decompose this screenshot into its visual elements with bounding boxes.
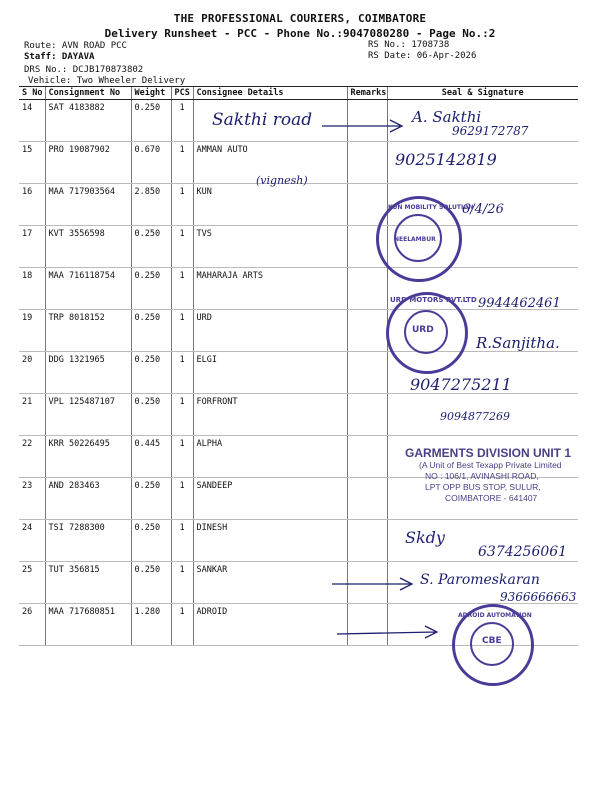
cell-pcs: 1: [171, 562, 193, 604]
cell-consignee: FORFRONT: [193, 394, 347, 436]
col-weight: Weight: [131, 87, 171, 100]
cell-weight: 0.250: [131, 520, 171, 562]
cell-consignment: MAA 717903564: [45, 184, 131, 226]
handwritten-phone: 9629172787: [452, 124, 529, 138]
cell-consignment: AND 283463: [45, 478, 131, 520]
runsheet-meta-left: [24, 41, 185, 87]
staff-label: Staff: DAYAVA: [24, 52, 95, 62]
table-header-row: [19, 87, 578, 100]
cell-pcs: 1: [171, 436, 193, 478]
cell-weight: 0.250: [131, 268, 171, 310]
seal-logo: URD: [412, 325, 434, 335]
handwritten-signature: R.Sanjitha.: [476, 334, 560, 352]
cell-consignee: SANKAR: [193, 562, 347, 604]
col-seal-signature: Seal & Signature: [387, 87, 578, 100]
cell-consignment: KRR 50226495: [45, 436, 131, 478]
cell-sno: 22: [19, 436, 45, 478]
cell-weight: 0.250: [131, 226, 171, 268]
cell-sno: 18: [19, 268, 45, 310]
garments-stamp: [405, 446, 571, 504]
handwritten-phone: 9025142819: [395, 150, 497, 169]
cell-remarks: [347, 310, 387, 352]
cell-consignee: ADROID: [193, 604, 347, 646]
cell-consignment: DDG 1321965: [45, 352, 131, 394]
cell-pcs: 1: [171, 604, 193, 646]
stamp-line: NO : 106/1, AVINASHI ROAD,: [425, 471, 539, 481]
rs-date: RS Date: 06-Apr-2026: [368, 51, 477, 61]
stamp-line: (A Unit of Best Texapp Private Limited: [419, 460, 562, 470]
cell-consignment: MAA 717680851: [45, 604, 131, 646]
rs-number: RS No.: 1708738: [368, 40, 450, 50]
cell-consignment: PRO 19087902: [45, 142, 131, 184]
stamp-title: GARMENTS DIVISION UNIT 1: [405, 446, 572, 460]
cell-weight: 0.250: [131, 100, 171, 142]
cell-sno: 15: [19, 142, 45, 184]
runsheet-table: [19, 86, 578, 646]
cell-pcs: 1: [171, 310, 193, 352]
cell-consignee: ELGI: [193, 352, 347, 394]
cell-remarks: [347, 142, 387, 184]
cell-sno: 26: [19, 604, 45, 646]
cell-remarks: [347, 394, 387, 436]
col-consignment: Consignment No: [45, 87, 131, 100]
cell-pcs: 1: [171, 352, 193, 394]
cell-pcs: 1: [171, 394, 193, 436]
handwritten-phone: 9047275211: [410, 375, 512, 394]
cell-weight: 1.280: [131, 604, 171, 646]
cell-pcs: 1: [171, 478, 193, 520]
seal-text: NEELAMBUR: [394, 236, 436, 243]
handwritten-signature: Skdy: [405, 528, 445, 547]
handwritten-signature: S. Paromeskaran: [420, 572, 540, 588]
cell-sno: 20: [19, 352, 45, 394]
cell-pcs: 1: [171, 520, 193, 562]
cell-sno: 23: [19, 478, 45, 520]
seal-text: ADROID AUTOMATION: [458, 612, 532, 619]
cell-pcs: 1: [171, 100, 193, 142]
cell-consignee: SANDEEP: [193, 478, 347, 520]
cell-weight: 0.250: [131, 562, 171, 604]
cell-remarks: [347, 478, 387, 520]
seal-text: URD MOTORS PVT.LTD: [390, 296, 477, 304]
cell-pcs: 1: [171, 226, 193, 268]
cell-consignee: URD: [193, 310, 347, 352]
cell-remarks: [347, 268, 387, 310]
cell-weight: 0.250: [131, 310, 171, 352]
cell-consignee: DINESH: [193, 520, 347, 562]
cell-pcs: 1: [171, 142, 193, 184]
handwritten-phone: 9366666663: [500, 590, 577, 604]
cell-weight: 0.670: [131, 142, 171, 184]
company-title: THE PROFESSIONAL COURIERS, COIMBATORE: [173, 12, 427, 25]
cell-consignee: KUN: [193, 184, 347, 226]
cell-weight: 0.250: [131, 352, 171, 394]
handwritten-consignee-note: Sakthi road: [212, 110, 313, 130]
col-pcs: PCS: [171, 87, 193, 100]
arrow-icon: [320, 116, 410, 136]
cell-sno: 25: [19, 562, 45, 604]
cell-remarks: [347, 352, 387, 394]
stamp-line: LPT OPP BUS STOP, SULUR,: [425, 482, 541, 492]
cell-remarks: [347, 520, 387, 562]
col-sno: S No: [19, 87, 45, 100]
handwritten-phone: 6374256061: [478, 544, 568, 560]
table-row: [19, 226, 578, 268]
cell-consignee: AMMAN AUTO: [193, 142, 347, 184]
cell-weight: 2.850: [131, 184, 171, 226]
cell-weight: 0.250: [131, 394, 171, 436]
cell-sno: 16: [19, 184, 45, 226]
handwritten-signature: A. Sakthi: [412, 108, 482, 126]
route-label: Route: AVN ROAD PCC: [24, 41, 127, 51]
cell-sno: 17: [19, 226, 45, 268]
cell-consignment: TRP 8018152: [45, 310, 131, 352]
cell-consignment: TUT 356815: [45, 562, 131, 604]
cell-consignment: KVT 3556598: [45, 226, 131, 268]
cell-consignment: VPL 125487107: [45, 394, 131, 436]
drs-number: DRS No.: DCJB170873802: [24, 65, 144, 75]
runsheet-subtitle: Delivery Runsheet - PCC - Phone No.:9047080280 - Page No.:2: [104, 27, 496, 40]
col-remarks: Remarks: [347, 87, 387, 100]
cell-consignment: MAA 716118754: [45, 268, 131, 310]
cell-pcs: 1: [171, 268, 193, 310]
runsheet-meta-right: [368, 40, 476, 62]
cell-weight: 0.250: [131, 478, 171, 520]
arrow-icon: [335, 624, 445, 644]
seal-text: KUN MOBILITY SOLUTION: [388, 204, 474, 211]
cell-consignee: MAHARAJA ARTS: [193, 268, 347, 310]
seal-text: CBE: [482, 636, 502, 646]
cell-consignment: TSI 7288300: [45, 520, 131, 562]
cell-consignment: SAT 4183882: [45, 100, 131, 142]
handwritten-date: 6/4/26: [462, 202, 504, 217]
cell-sno: 24: [19, 520, 45, 562]
arrow-icon: [330, 574, 420, 594]
cell-sno: 21: [19, 394, 45, 436]
col-consignee: Consignee Details: [193, 87, 347, 100]
handwritten-note: (vignesh): [256, 174, 308, 187]
handwritten-phone: 9944462461: [478, 296, 561, 311]
cell-remarks: [347, 436, 387, 478]
cell-consignee: ALPHA: [193, 436, 347, 478]
vehicle-label: Vehicle: Two Wheeler Delivery: [28, 76, 186, 86]
handwritten-phone: 9094877269: [440, 410, 510, 423]
cell-weight: 0.445: [131, 436, 171, 478]
cell-pcs: 1: [171, 184, 193, 226]
stamp-line: COIMBATORE - 641407: [445, 493, 538, 503]
cell-consignee: TVS: [193, 226, 347, 268]
cell-sno: 14: [19, 100, 45, 142]
cell-sno: 19: [19, 310, 45, 352]
